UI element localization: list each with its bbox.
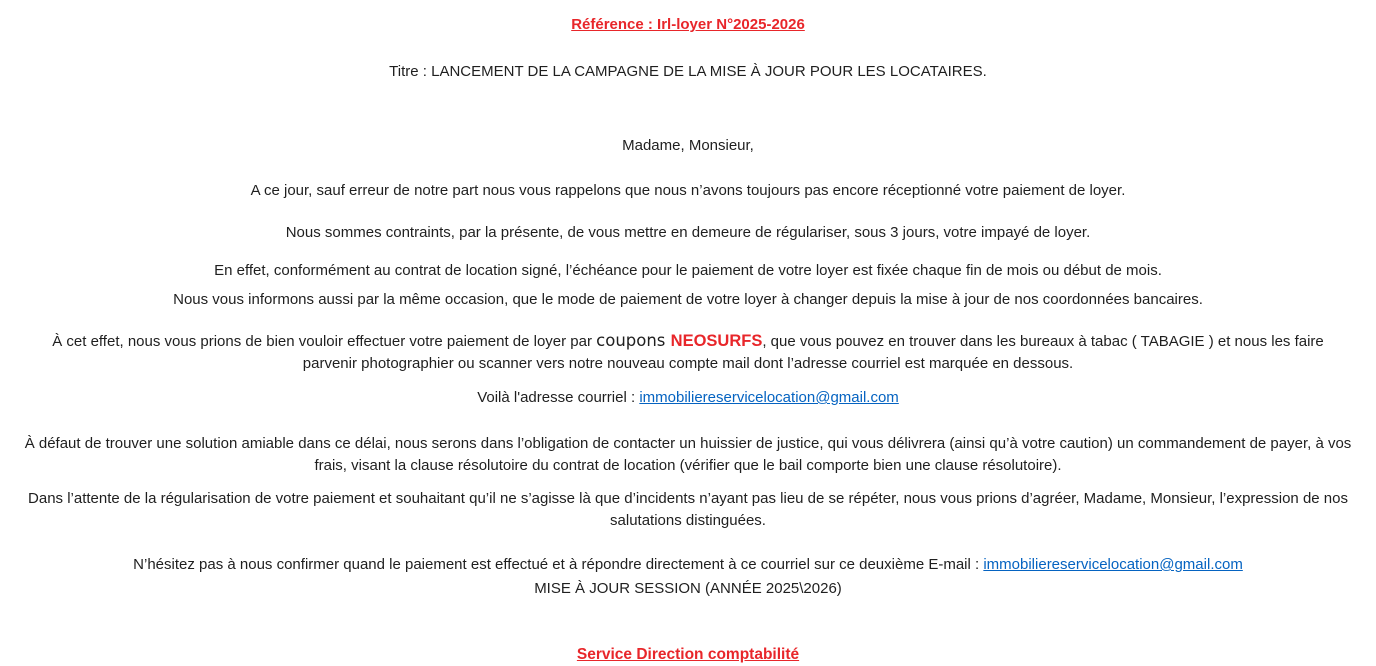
paragraph-due-date: En effet, conformément au contrat de location signé, l’échéance pour le paiement de votre loyer est fixée chaque fin de mois ou début de mois. bbox=[214, 262, 1162, 279]
email-address-label: Voilà l'adresse courriel : bbox=[477, 389, 640, 406]
confirmation-request-text: N’hésitez pas à nous confirmer quand le paiement est effectué et à répondre directement à ce courriel sur ce deuxième E-mail : bbox=[133, 556, 984, 573]
coupons-instruction-text-end: , que vous pouvez en trouver dans les bureaux à tabac ( TABAGIE ) et nous les faire parvenir photographier ou scanner vers notre nouveau compte mail dont l’adresse courriel est marquée en dessous. bbox=[302, 333, 1324, 372]
coupons-instruction-text-start: À cet effet, nous vous prions de bien vouloir effectuer votre paiement de loyer par bbox=[52, 333, 597, 350]
email-link-secondary[interactable]: immobiliereservicelocation@gmail.com bbox=[983, 556, 1243, 573]
footer-signature: Service Direction comptabilité bbox=[576, 646, 800, 663]
reference-line: Référence : Irl-loyer N°2025-2026 bbox=[571, 16, 805, 33]
paragraph-closing-formula: Dans l’attente de la régularisation de votre paiement et souhaitant qu’il ne s’agisse là que d’incidents n’ayant pas lieu de se répéter, nous vous prions d’agréer, Madame, Monsieur, l’expression de nos salutations distinguées. bbox=[28, 490, 1348, 529]
session-update-line: MISE À JOUR SESSION (ANNÉE 2025\2026) bbox=[534, 580, 842, 597]
paragraph-email-address bbox=[24, 387, 1352, 409]
email-link-primary[interactable]: immobiliereservicelocation@gmail.com bbox=[639, 389, 899, 406]
paragraph-bailiff-warning: À défaut de trouver une solution amiable dans ce délai, nous serons dans l’obligation de contacter un huissier de justice, qui vous délivrera (ainsi qu’à votre caution) un commandement de payer, à vos frais, visant la clause résolutoire du contrat de location (vérifier que le bail comporte bien une clause résolutoire). bbox=[24, 435, 1352, 474]
coupons-word: coupons bbox=[596, 331, 671, 350]
salutation: Madame, Monsieur, bbox=[622, 137, 754, 154]
paragraph-payment-reminder: A ce jour, sauf erreur de notre part nous vous rappelons que nous n’avons toujours pas encore réceptionné votre paiement de loyer. bbox=[250, 182, 1126, 199]
neosurfs-brand: NEOSURFS bbox=[670, 332, 763, 350]
paragraph-confirmation-request bbox=[24, 554, 1352, 576]
paragraph-formal-notice: Nous sommes contraints, par la présente, de vous mettre en demeure de régulariser, sous 3 jours, votre impayé de loyer. bbox=[285, 224, 1091, 241]
paragraph-payment-method-change: Nous vous informons aussi par la même occasion, que le mode de paiement de votre loyer à changer depuis la mise à jour de nos coordonnées bancaires. bbox=[173, 291, 1203, 308]
title-line: Titre : LANCEMENT DE LA CAMPAGNE DE LA MISE À JOUR POUR LES LOCATAIRES. bbox=[389, 63, 987, 80]
paragraph-coupons-instruction bbox=[24, 330, 1352, 375]
